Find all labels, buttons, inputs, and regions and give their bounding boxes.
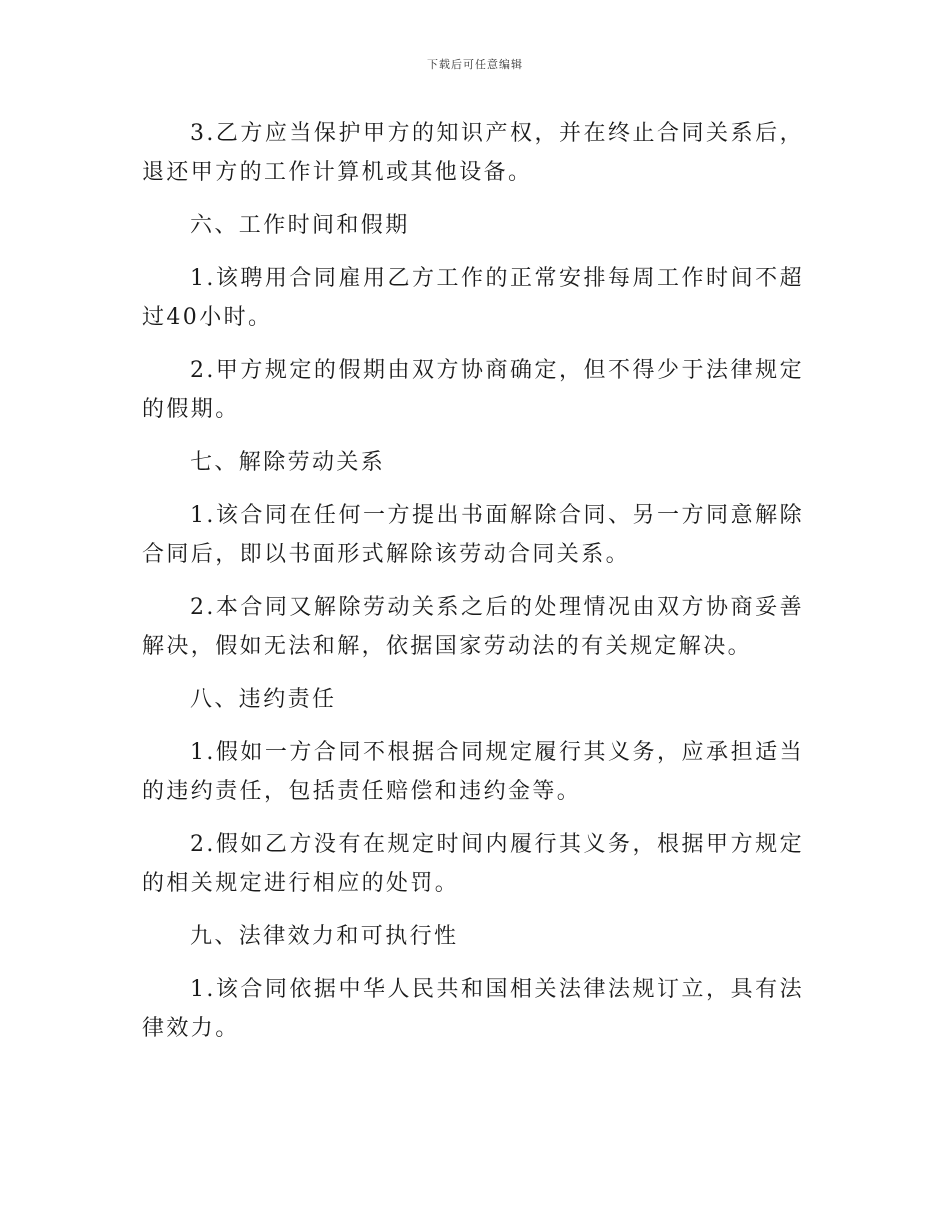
clause-paragraph: 1.该合同在任何一方提出书面解除合同、另一方同意解除合同后，即以书面形式解除该劳动合同关系。 <box>142 503 804 567</box>
clause-paragraph: 1.该合同依据中华人民共和国相关法律法规订立，具有法律效力。 <box>142 977 804 1041</box>
clause-paragraph: 1.假如一方合同不根据合同规定履行其义务，应承担适当的违约责任，包括责任赔偿和违约金等。 <box>142 740 804 804</box>
clause-paragraph: 3.乙方应当保护甲方的知识产权，并在终止合同关系后，退还甲方的工作计算机或其他设备。 <box>142 121 804 185</box>
clause-paragraph: 2.甲方规定的假期由双方协商确定，但不得少于法律规定的假期。 <box>142 358 804 422</box>
clause-paragraph: 1.该聘用合同雇用乙方工作的正常安排每周工作时间不超过40小时。 <box>142 266 804 330</box>
clause-paragraph: 2.本合同又解除劳动关系之后的处理情况由双方协商妥善解决，假如无法和解，依据国家劳动法的有关规定解决。 <box>142 595 804 659</box>
page-header: 下载后可任意编辑 <box>427 58 523 71</box>
section-heading: 七、解除劳动关系 <box>190 450 386 475</box>
section-heading: 六、工作时间和假期 <box>190 213 410 238</box>
document-body <box>142 114 804 1062</box>
section-heading: 八、违约责任 <box>190 687 337 712</box>
section-heading: 九、法律效力和可执行性 <box>190 924 459 949</box>
clause-paragraph: 2.假如乙方没有在规定时间内履行其义务，根据甲方规定的相关规定进行相应的处罚。 <box>142 832 804 896</box>
